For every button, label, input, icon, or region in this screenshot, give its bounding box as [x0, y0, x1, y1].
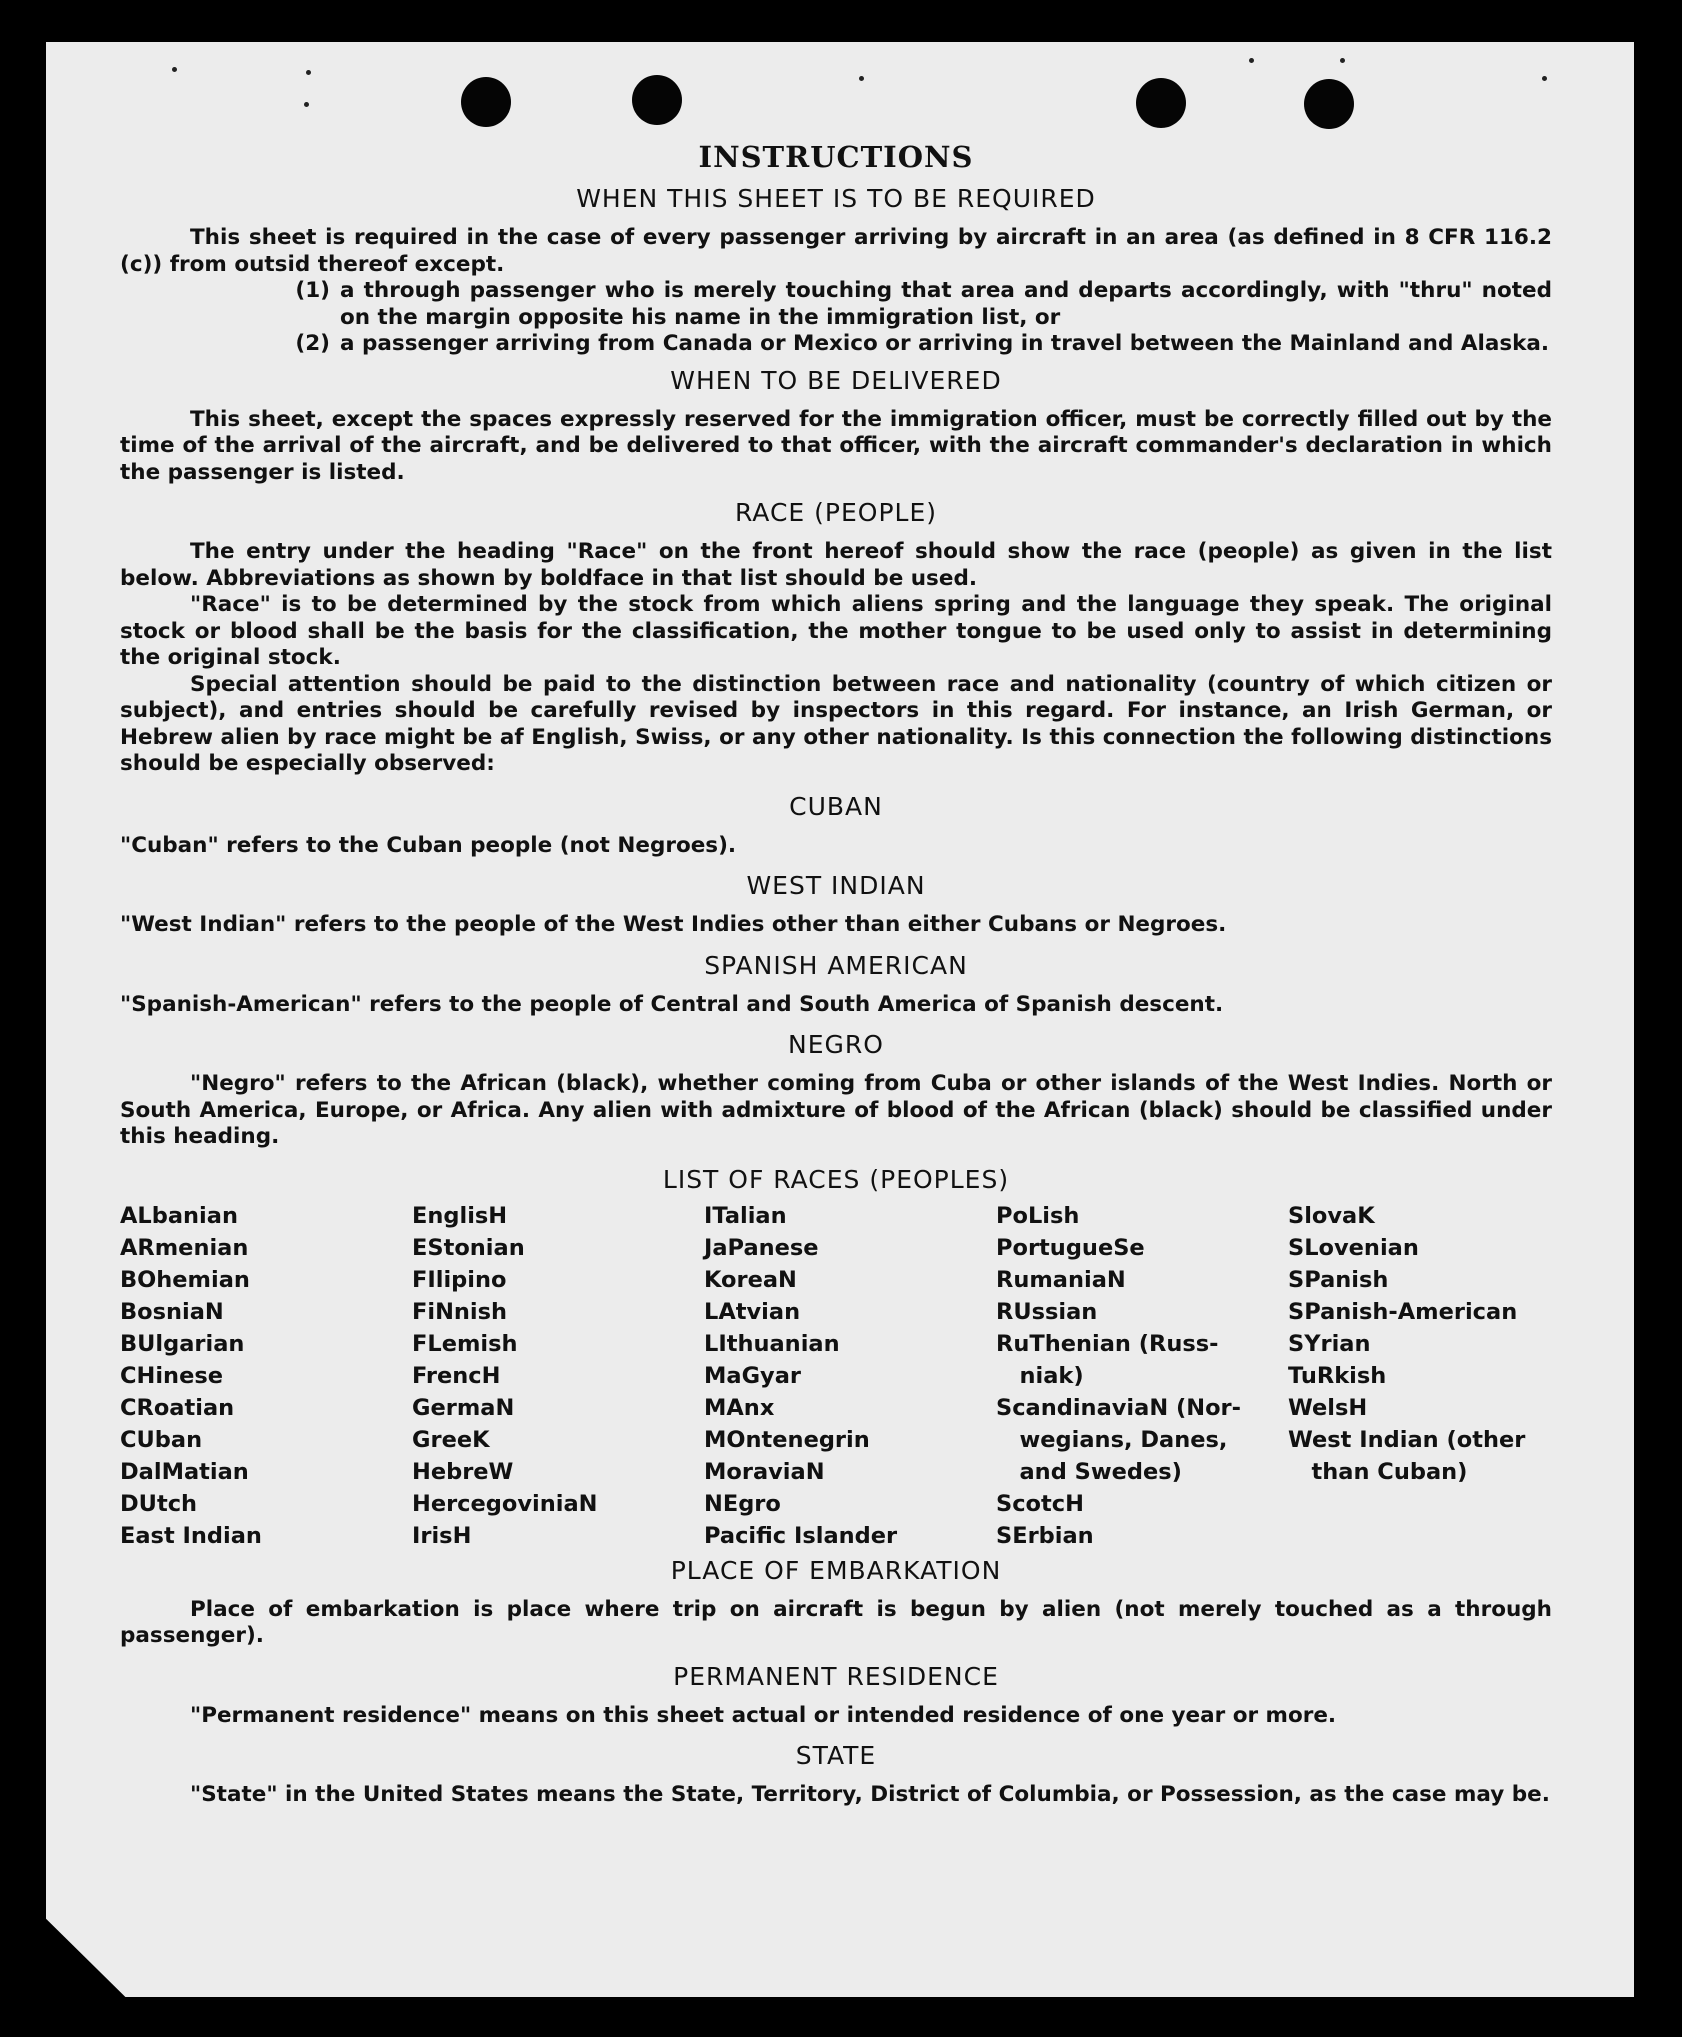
speck [1340, 58, 1345, 63]
race-entry: MAnx [704, 1394, 775, 1421]
races-list [120, 1200, 1552, 1552]
race-entry: WelsH [1288, 1394, 1368, 1421]
residence-text: "Permanent residence" means on this sheet actual or intended residence of one year or more. [190, 1702, 1337, 1728]
embarkation-text: Place of embarkation is place where trip on aircraft is begun by alien (not merely touched as a through passenger). [120, 1596, 1552, 1648]
list-item [120, 278, 1552, 331]
section-heading-spanish-american: SPANISH AMERICAN [704, 950, 968, 980]
section-heading-residence: PERMANENT RESIDENCE [673, 1661, 999, 1691]
race-entry: than Cuban) [1288, 1458, 1468, 1485]
speck [304, 102, 309, 107]
punch-hole [1304, 79, 1354, 129]
race-entry: PoLish [996, 1202, 1080, 1229]
race-entry: TuRkish [1288, 1362, 1387, 1389]
race-entry: ITalian [704, 1202, 787, 1229]
race-entry: SYrian [1288, 1330, 1371, 1357]
race-entry: JaPanese [704, 1234, 819, 1261]
race-entry: DalMatian [120, 1458, 249, 1485]
speck [859, 76, 864, 81]
state-text: "State" in the United States means the State, Territory, District of Columbia, or Possession, as the case may be. [190, 1782, 1550, 1807]
race-paragraph: Special attention should be paid to the distinction between race and nationality (country of which citizen or subject), and entries should be carefully revised by inspectors in this regard. For instance, an Irish German, or Hebrew alien by race might be af English, Swiss, or any other nationality. Is this connection the following distinctions should be especially observed: [120, 671, 1552, 776]
race-entry: FLemish [412, 1330, 518, 1357]
race-entry: ScotcH [996, 1490, 1084, 1517]
section-heading-delivered: WHEN TO BE DELIVERED [670, 365, 1002, 395]
section-heading-west-indian: WEST INDIAN [746, 871, 926, 900]
race-entry: ARmenian [120, 1234, 249, 1261]
item-text: a through passenger who is merely touching that area and departs accordingly, with "thru" noted on the margin opposite his name in the immigration list, or [340, 278, 1552, 330]
race-entry: MoraviaN [704, 1458, 825, 1485]
race-entry: ALbanian [120, 1202, 238, 1229]
section-heading-cuban: CUBAN [789, 791, 883, 821]
race-entry: EStonian [412, 1234, 525, 1261]
race-entry: HebreW [412, 1458, 514, 1485]
race-entry: LIthuanian [704, 1330, 840, 1357]
item-number: (2) [295, 331, 330, 356]
race-entry: FIlipino [412, 1266, 507, 1293]
races-column [704, 1200, 996, 1552]
race-entry: West Indian (other [1288, 1426, 1526, 1453]
race-entry: MOntenegrin [704, 1426, 870, 1453]
race-entry: East Indian [120, 1522, 262, 1549]
cuban-text: "Cuban" refers to the Cuban people (not Negroes). [120, 832, 737, 858]
race-entry: GermaN [412, 1394, 515, 1421]
required-intro: This sheet is required in the case of every passenger arriving by aircraft in an area (as defined in 8 CFR 116.2 (c)) from outsid thereof except. [120, 225, 1552, 277]
punch-hole [1136, 78, 1186, 128]
race-entry: KoreaN [704, 1266, 797, 1293]
section-heading-list-of-races: LIST OF RACES (PEOPLES) [662, 1164, 1010, 1194]
race-entry: CUban [120, 1426, 203, 1453]
race-entry: wegians, Danes, [996, 1426, 1228, 1453]
race-entry: SPanish-American [1288, 1298, 1518, 1325]
race-entry: NEgro [704, 1490, 781, 1517]
race-entry: EnglisH [412, 1202, 508, 1229]
delivered-text: This sheet, except the spaces expressly reserved for the immigration officer, must be correctly filled out by the time of the arrival of the aircraft, and be delivered to that officer, with the aircraft commander's declaration in which the passenger is listed. [120, 406, 1552, 485]
race-entry: IrisH [412, 1522, 472, 1549]
race-entry: GreeK [412, 1426, 490, 1453]
race-entry: FiNnish [412, 1298, 508, 1325]
instructions-content [120, 140, 1552, 1809]
section-heading-required: WHEN THIS SHEET IS TO BE REQUIRED [576, 184, 1096, 213]
section-heading-embarkation: PLACE OF EMBARKATION [670, 1555, 1002, 1585]
race-entry: BUlgarian [120, 1330, 245, 1357]
race-entry: BOhemian [120, 1266, 250, 1293]
race-entry: CHinese [120, 1362, 223, 1389]
race-entry: RUssian [996, 1298, 1098, 1325]
race-entry: RuThenian (Russ- [996, 1330, 1219, 1357]
speck [1542, 76, 1547, 81]
negro-text: "Negro" refers to the African (black), whether coming from Cuba or other islands of the West Indies. North or South America, Europe, or Africa. Any alien with admixture of blood of the African (black) should be classified under this heading. [120, 1071, 1552, 1149]
race-entry: and Swedes) [996, 1458, 1182, 1485]
speck [1249, 58, 1254, 63]
race-entry: HercegoviniaN [412, 1490, 598, 1517]
race-entry: FrencH [412, 1362, 501, 1389]
race-paragraph: The entry under the heading "Race" on the front hereof should show the race (people) as given in the list below. Abbreviations as shown by boldface in that list should be used. [120, 539, 1552, 591]
races-column [996, 1200, 1288, 1552]
race-entry: Pacific Islander [704, 1522, 898, 1549]
races-column [1288, 1200, 1580, 1552]
speck [172, 67, 177, 72]
race-paragraph: "Race" is to be determined by the stock from which aliens spring and the language they speak. The original stock or blood shall be the basis for the classification, the mother tongue to be used only to assist in determining the original stock. [120, 592, 1552, 670]
race-entry: DUtch [120, 1490, 198, 1517]
punch-hole [461, 77, 511, 127]
list-item [120, 331, 1552, 358]
spanish-american-text: "Spanish-American" refers to the people of Central and South America of Spanish descent. [120, 991, 1224, 1017]
races-column [412, 1200, 704, 1552]
race-entry: SlovaK [1288, 1202, 1375, 1229]
race-entry: BosniaN [120, 1298, 224, 1325]
punch-hole [632, 75, 682, 125]
section-heading-race: RACE (PEOPLE) [734, 498, 938, 527]
race-entry: ScandinaviaN (Nor- [996, 1394, 1241, 1421]
section-heading-state: STATE [795, 1741, 877, 1770]
race-entry: SErbian [996, 1522, 1094, 1549]
race-entry: SPanish [1288, 1266, 1389, 1293]
races-column [120, 1200, 412, 1552]
race-entry: RumaniaN [996, 1266, 1126, 1293]
race-entry: PortugueSe [996, 1234, 1145, 1261]
race-entry: SLovenian [1288, 1234, 1419, 1261]
page-title: INSTRUCTIONS [698, 140, 974, 174]
west-indian-text: "West Indian" refers to the people of the West Indies other than either Cubans or Negroes. [120, 912, 1227, 937]
item-text: a passenger arriving from Canada or Mexico or arriving in travel between the Mainland and Alaska. [340, 331, 1550, 356]
race-entry: CRoatian [120, 1394, 235, 1421]
speck [306, 70, 311, 75]
race-entry: MaGyar [704, 1362, 801, 1389]
section-heading-negro: NEGRO [788, 1030, 884, 1059]
item-number: (1) [295, 278, 330, 303]
race-entry: niak) [996, 1362, 1084, 1389]
race-entry: LAtvian [704, 1298, 801, 1325]
